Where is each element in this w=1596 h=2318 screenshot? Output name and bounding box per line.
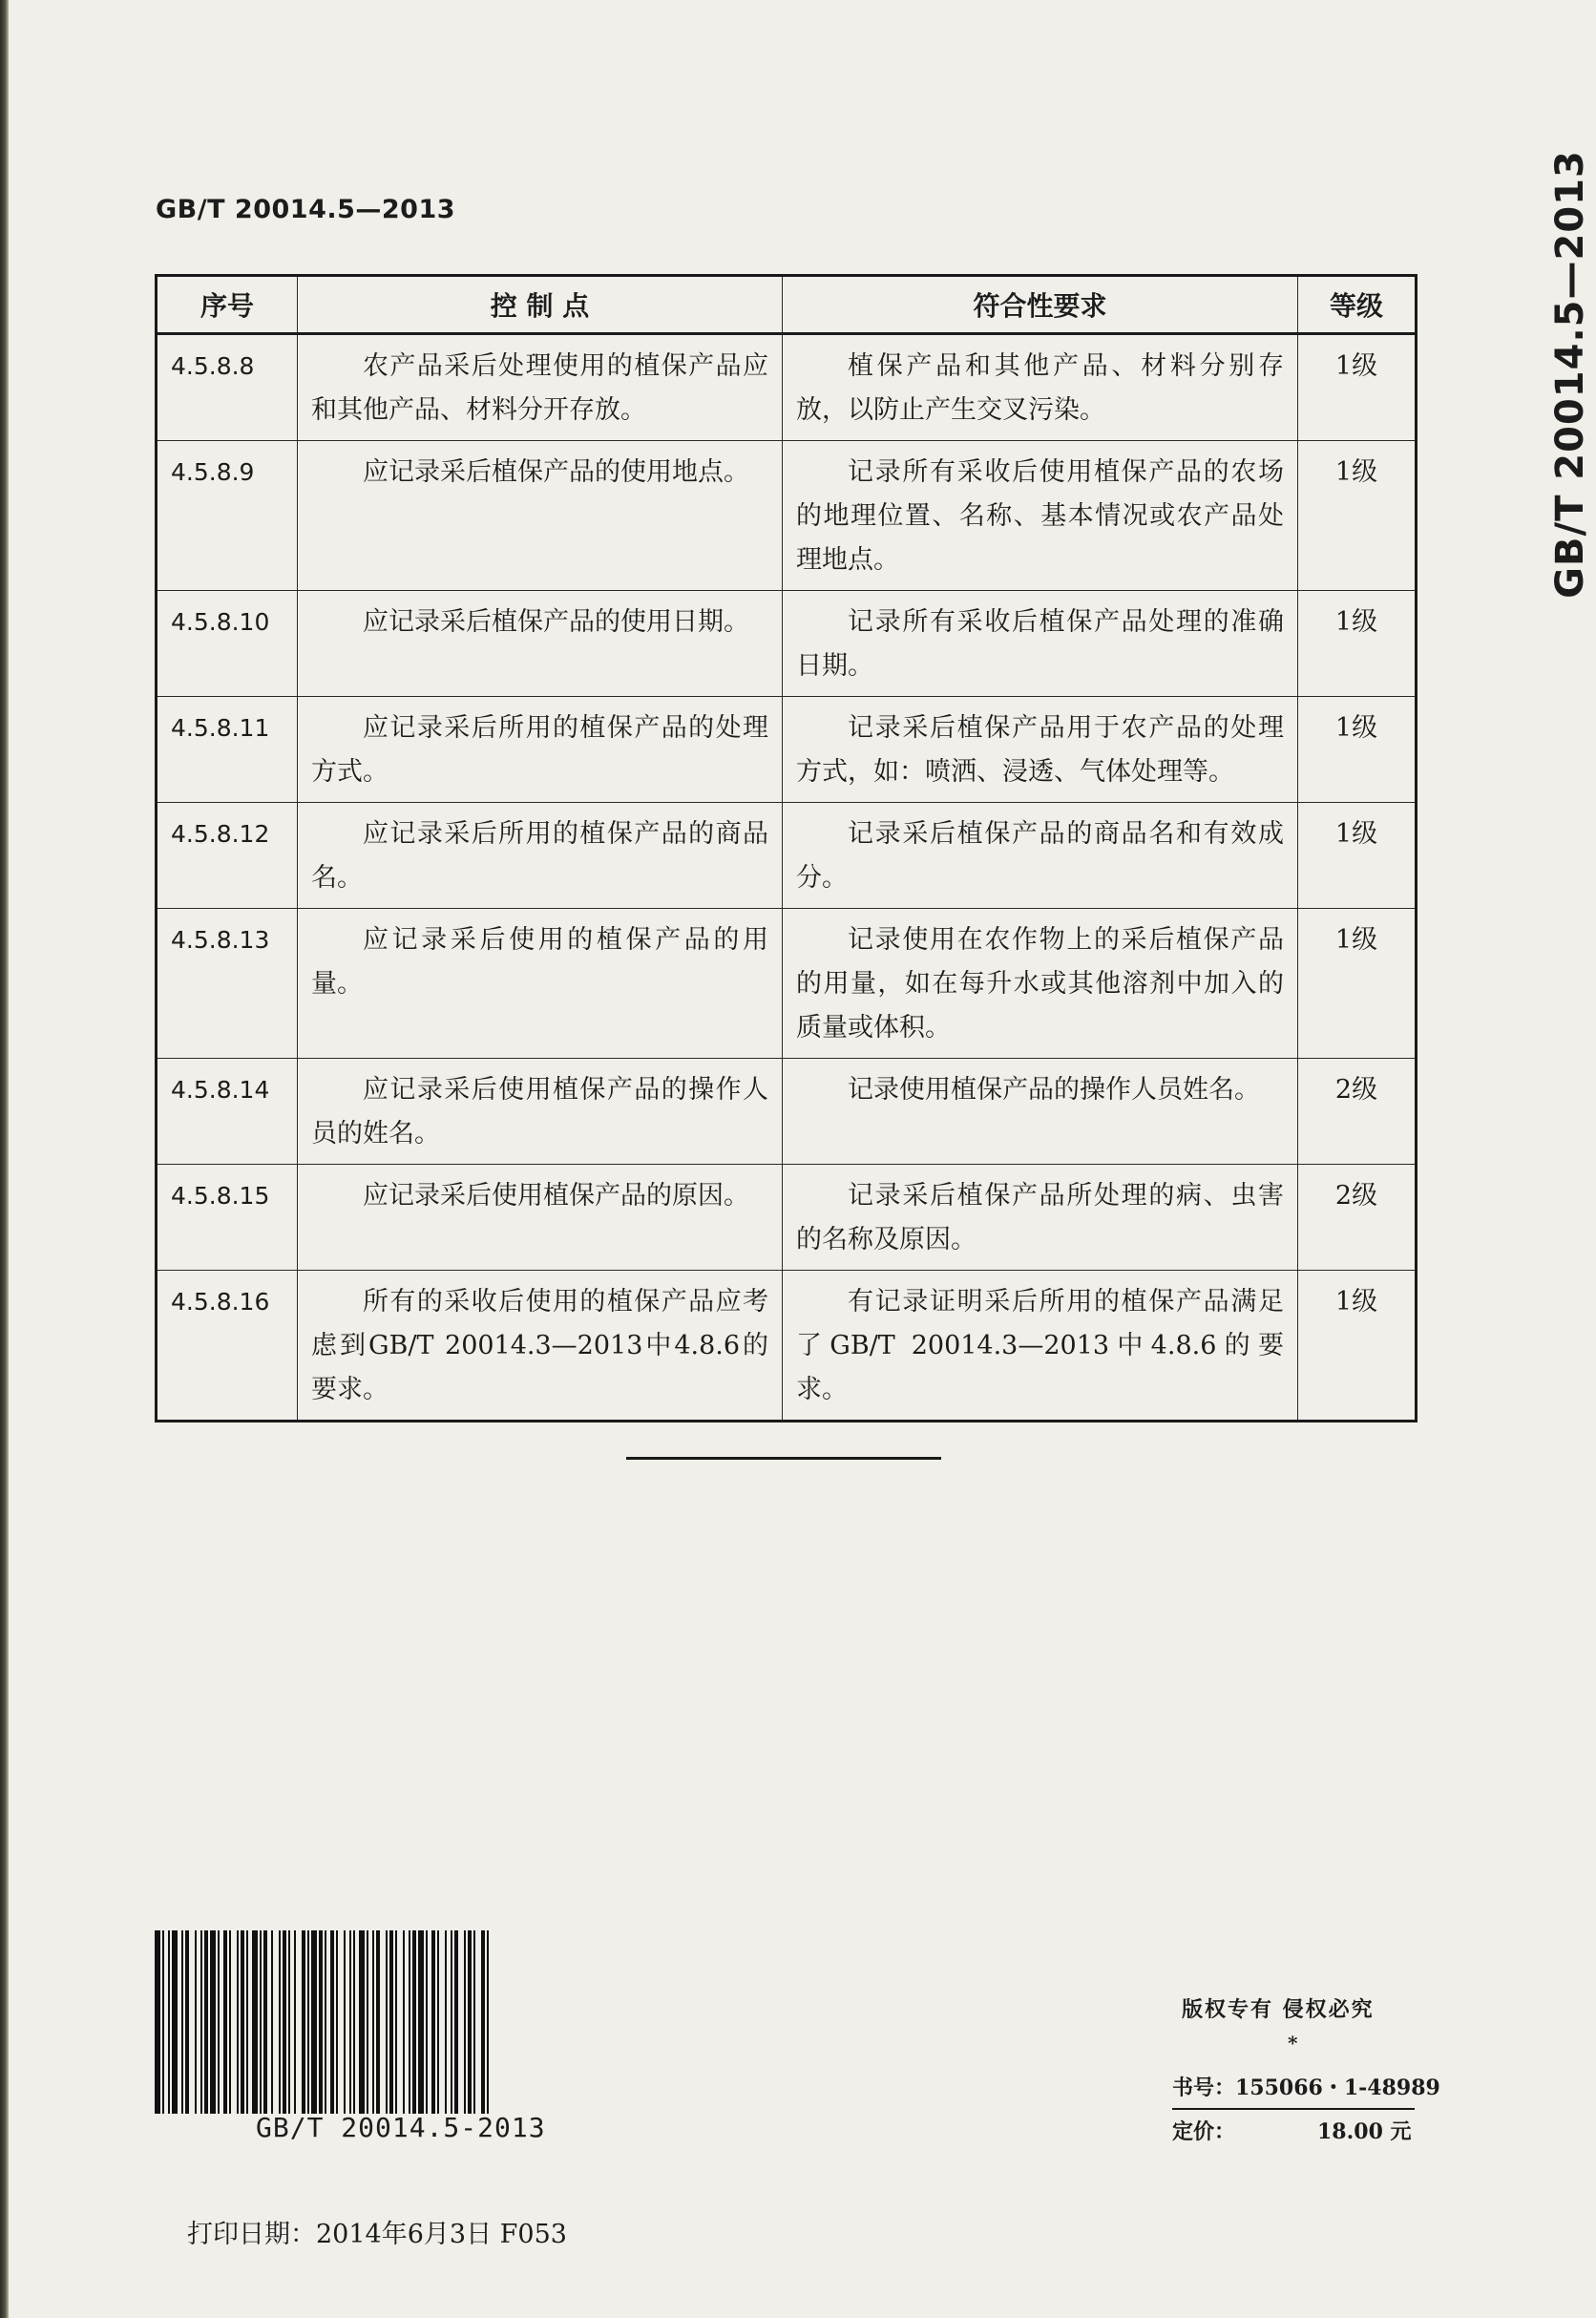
row-requirement: 记录所有采收后使用植保产品的农场的地理位置、名称、基本情况或农产品处理地点。 — [783, 441, 1298, 591]
row-number: 4.5.8.10 — [157, 591, 298, 697]
row-control: 所有的采收后使用的植保产品应考虑到GB/T 20014.3—2013中4.8.6的要求。 — [298, 1271, 783, 1422]
table-row — [157, 441, 1417, 591]
row-level: 1级 — [1298, 334, 1417, 441]
row-control: 应记录采后植保产品的使用地点。 — [298, 441, 783, 591]
row-number: 4.5.8.14 — [157, 1059, 298, 1165]
row-level: 1级 — [1298, 909, 1417, 1059]
row-number: 4.5.8.13 — [157, 909, 298, 1059]
standard-code-side: GB/T 20014.5—2013 — [1548, 150, 1592, 599]
print-date: 打印日期：2014年6月3日 F053 — [187, 2220, 567, 2249]
row-requirement: 记录所有采收后植保产品处理的准确日期。 — [783, 591, 1298, 697]
row-requirement: 记录采后植保产品的商品名和有效成分。 — [783, 803, 1298, 909]
header-level: 等级 — [1298, 276, 1417, 334]
copyright-notice: 版权专有 侵权必究 — [1182, 1998, 1375, 2022]
row-level: 2级 — [1298, 1059, 1417, 1165]
row-level: 2级 — [1298, 1165, 1417, 1271]
row-level: 1级 — [1298, 1271, 1417, 1422]
row-control: 应记录采后使用植保产品的操作人员的姓名。 — [298, 1059, 783, 1165]
table-row — [157, 803, 1417, 909]
standard-code-header: GB/T 20014.5—2013 — [156, 195, 456, 224]
end-of-text-rule — [626, 1457, 941, 1460]
table-header-row — [157, 276, 1417, 334]
row-number: 4.5.8.16 — [157, 1271, 298, 1422]
table-row — [157, 697, 1417, 803]
price-divider — [1172, 2108, 1415, 2110]
row-control: 农产品采后处理使用的植保产品应和其他产品、材料分开存放。 — [298, 334, 783, 441]
price-value: 18.00 元 — [1317, 2119, 1412, 2144]
scan-left-edge — [0, 0, 9, 2318]
table-row — [157, 334, 1417, 441]
row-requirement: 有记录证明采后所用的植保产品满足了GB/T 20014.3—2013中4.8.6的要求。 — [783, 1271, 1298, 1422]
star-mark: * — [1288, 2032, 1298, 2055]
header-requirement: 符合性要求 — [783, 276, 1298, 334]
price-label: 定价： — [1172, 2119, 1236, 2144]
row-requirement: 记录使用在农作物上的采后植保产品的用量，如在每升水或其他溶剂中加入的质量或体积。 — [783, 909, 1298, 1059]
row-level: 1级 — [1298, 591, 1417, 697]
row-number: 4.5.8.12 — [157, 803, 298, 909]
header-number: 序号 — [157, 276, 298, 334]
row-number: 4.5.8.8 — [157, 334, 298, 441]
book-number: 书号：155066・1-48989 — [1172, 2076, 1440, 2100]
table-row — [157, 909, 1417, 1059]
barcode-image — [155, 1930, 613, 2114]
row-control: 应记录采后植保产品的使用日期。 — [298, 591, 783, 697]
row-requirement: 植保产品和其他产品、材料分别存放，以防止产生交叉污染。 — [783, 334, 1298, 441]
row-control: 应记录采后使用植保产品的原因。 — [298, 1165, 783, 1271]
row-level: 1级 — [1298, 697, 1417, 803]
row-level: 1级 — [1298, 803, 1417, 909]
row-requirement: 记录使用植保产品的操作人员姓名。 — [783, 1059, 1298, 1165]
row-control: 应记录采后所用的植保产品的商品名。 — [298, 803, 783, 909]
row-level: 1级 — [1298, 441, 1417, 591]
row-requirement: 记录采后植保产品用于农产品的处理方式，如：喷洒、浸透、气体处理等。 — [783, 697, 1298, 803]
table-row — [157, 591, 1417, 697]
table-row — [157, 1059, 1417, 1165]
table-row — [157, 1165, 1417, 1271]
row-requirement: 记录采后植保产品所处理的病、虫害的名称及原因。 — [783, 1165, 1298, 1271]
row-control: 应记录采后使用的植保产品的用量。 — [298, 909, 783, 1059]
requirements-table — [155, 274, 1418, 1422]
header-control-point: 控 制 点 — [298, 276, 783, 334]
barcode-caption: GB/T 20014.5-2013 — [256, 2112, 546, 2143]
table-row — [157, 1271, 1417, 1422]
row-control: 应记录采后所用的植保产品的处理方式。 — [298, 697, 783, 803]
row-number: 4.5.8.11 — [157, 697, 298, 803]
row-number: 4.5.8.15 — [157, 1165, 298, 1271]
row-number: 4.5.8.9 — [157, 441, 298, 591]
